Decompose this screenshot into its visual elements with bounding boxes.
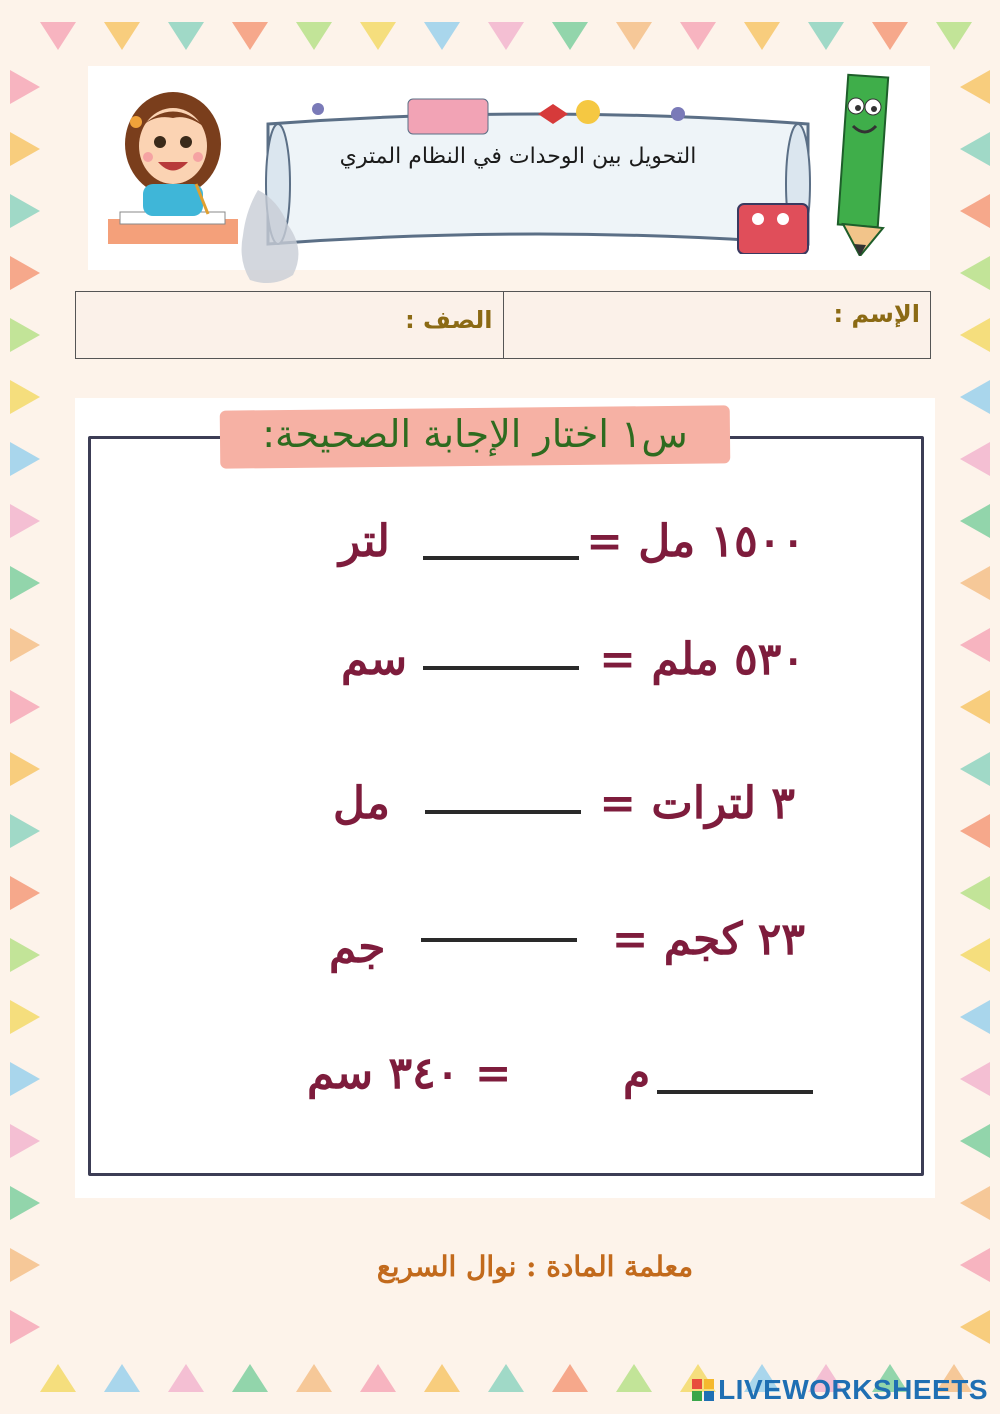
list-item	[75, 1048, 935, 1118]
conversion-unit: لتر	[339, 516, 390, 567]
student-info-table	[75, 291, 931, 359]
question-title: س١ اختار الإجابة الصحيحة:	[262, 412, 688, 456]
scroll-banner-illustration	[258, 94, 818, 254]
conversion-left: = ٣٤٠ سم	[307, 1048, 512, 1099]
answer-blank[interactable]	[425, 810, 581, 814]
name-cell[interactable]	[503, 292, 931, 358]
pencil-character-illustration	[818, 66, 918, 256]
list-item	[75, 914, 935, 984]
answer-blank[interactable]	[421, 938, 577, 942]
watermark-text: LIVEWORKSHEETS	[718, 1374, 988, 1405]
conversion-unit: جم	[329, 922, 386, 973]
worksheet-title: التحويل بين الوحدات في النظام المتري	[339, 144, 697, 169]
list-item	[75, 634, 935, 704]
liveworksheets-icon	[692, 1379, 714, 1401]
list-item	[75, 516, 935, 586]
conversion-left: ٥٣٠ ملم =	[599, 634, 805, 685]
answer-blank[interactable]	[657, 1090, 813, 1094]
answer-blank[interactable]	[423, 666, 579, 670]
conversion-left: ٣ لترات =	[599, 778, 795, 829]
conversion-unit: مل	[333, 778, 390, 829]
conversion-unit: م	[623, 1048, 651, 1099]
teacher-name: معلمة المادة : نوال السريع	[376, 1250, 694, 1283]
conversion-left: ٢٣ كجم =	[611, 914, 805, 965]
name-label: الإسم :	[833, 300, 920, 328]
class-cell[interactable]	[76, 292, 503, 358]
answer-blank[interactable]	[423, 556, 579, 560]
conversion-unit: سم	[341, 634, 408, 685]
gray-smudge-decoration	[238, 190, 308, 286]
worksheet-header	[88, 66, 930, 270]
girl-writing-illustration	[108, 84, 248, 264]
question-section	[75, 398, 935, 1198]
liveworksheets-logo	[692, 1374, 988, 1406]
class-label: الصف :	[405, 306, 493, 334]
list-item	[75, 778, 935, 848]
conversion-left: ١٥٠٠ مل =	[586, 516, 805, 567]
